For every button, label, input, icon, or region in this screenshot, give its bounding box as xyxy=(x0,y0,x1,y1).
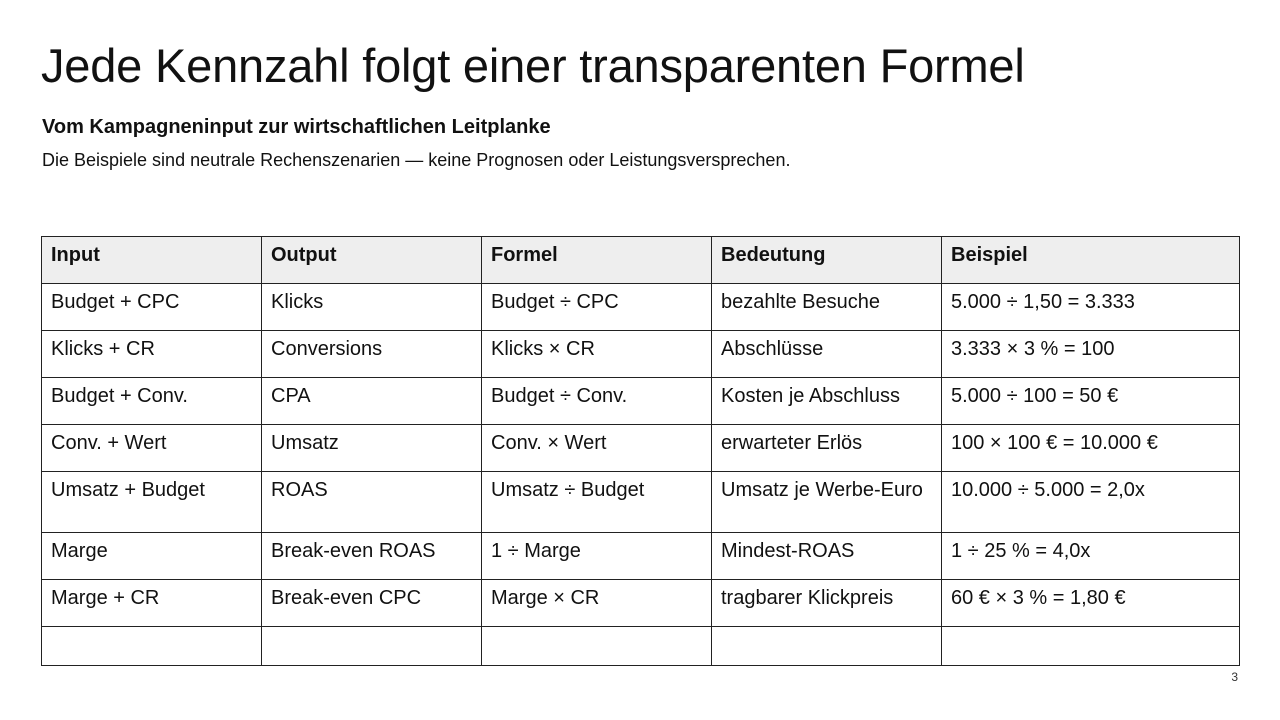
cell-beispiel xyxy=(942,627,1240,666)
cell-output: Conversions xyxy=(262,331,482,378)
cell-input: Budget + Conv. xyxy=(42,378,262,425)
cell-beispiel: 3.333 × 3 % = 100 xyxy=(942,331,1240,378)
table-row-empty xyxy=(42,627,1240,666)
table-row xyxy=(42,378,1240,425)
cell-beispiel: 5.000 ÷ 1,50 = 3.333 xyxy=(942,284,1240,331)
cell-input: Marge + CR xyxy=(42,580,262,627)
table-row xyxy=(42,284,1240,331)
cell-beispiel: 5.000 ÷ 100 = 50 € xyxy=(942,378,1240,425)
cell-formel: Budget ÷ CPC xyxy=(482,284,712,331)
cell-formel: Budget ÷ Conv. xyxy=(482,378,712,425)
cell-input xyxy=(42,627,262,666)
slide-title: Jede Kennzahl folgt einer transparenten Formel xyxy=(41,39,1025,92)
header-beispiel: Beispiel xyxy=(942,237,1240,284)
cell-bedeutung: Umsatz je Werbe-Euro xyxy=(712,472,942,533)
table-row xyxy=(42,425,1240,472)
cell-input: Conv. + Wert xyxy=(42,425,262,472)
cell-bedeutung: Abschlüsse xyxy=(712,331,942,378)
cell-formel: Conv. × Wert xyxy=(482,425,712,472)
header-output: Output xyxy=(262,237,482,284)
slide-description: Die Beispiele sind neutrale Rechenszenarien — keine Prognosen oder Leistungsversprechen. xyxy=(42,150,791,170)
cell-beispiel: 1 ÷ 25 % = 4,0x xyxy=(942,533,1240,580)
cell-input: Marge xyxy=(42,533,262,580)
cell-bedeutung xyxy=(712,627,942,666)
cell-formel: 1 ÷ Marge xyxy=(482,533,712,580)
cell-input: Budget + CPC xyxy=(42,284,262,331)
cell-formel: Klicks × CR xyxy=(482,331,712,378)
cell-output: Klicks xyxy=(262,284,482,331)
cell-bedeutung: Mindest-ROAS xyxy=(712,533,942,580)
cell-output: Break-even CPC xyxy=(262,580,482,627)
cell-bedeutung: bezahlte Besuche xyxy=(712,284,942,331)
cell-bedeutung: Kosten je Abschluss xyxy=(712,378,942,425)
table-row xyxy=(42,580,1240,627)
cell-output xyxy=(262,627,482,666)
cell-output: ROAS xyxy=(262,472,482,533)
cell-output: CPA xyxy=(262,378,482,425)
slide-subtitle: Vom Kampagneninput zur wirtschaftlichen Leitplanke xyxy=(42,116,551,138)
page-number: 3 xyxy=(1231,670,1238,684)
header-input: Input xyxy=(42,237,262,284)
cell-bedeutung: erwarteter Erlös xyxy=(712,425,942,472)
cell-formel: Umsatz ÷ Budget xyxy=(482,472,712,533)
cell-beispiel: 100 × 100 € = 10.000 € xyxy=(942,425,1240,472)
table-row xyxy=(42,331,1240,378)
cell-input: Klicks + CR xyxy=(42,331,262,378)
cell-formel: Marge × CR xyxy=(482,580,712,627)
header-bedeutung: Bedeutung xyxy=(712,237,942,284)
cell-input: Umsatz + Budget xyxy=(42,472,262,533)
header-formel: Formel xyxy=(482,237,712,284)
cell-beispiel: 10.000 ÷ 5.000 = 2,0x xyxy=(942,472,1240,533)
cell-bedeutung: tragbarer Klickpreis xyxy=(712,580,942,627)
cell-formel xyxy=(482,627,712,666)
table-header-row xyxy=(42,237,1240,284)
table-row xyxy=(42,472,1240,533)
table-row xyxy=(42,533,1240,580)
cell-output: Break-even ROAS xyxy=(262,533,482,580)
cell-output: Umsatz xyxy=(262,425,482,472)
cell-beispiel: 60 € × 3 % = 1,80 € xyxy=(942,580,1240,627)
formula-table xyxy=(41,236,1240,666)
